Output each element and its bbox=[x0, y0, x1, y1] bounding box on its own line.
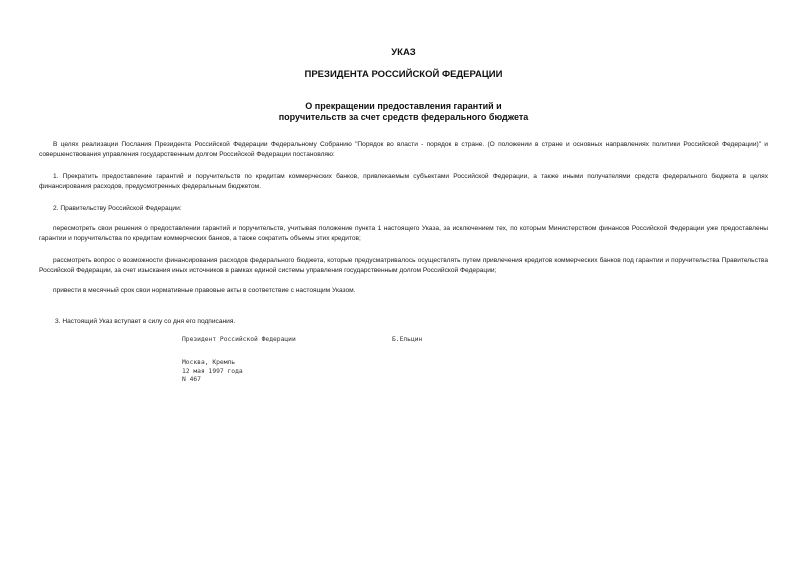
clause-2-heading: 2. Правительству Российской Федерации: bbox=[53, 205, 182, 212]
signatory-title: Президент Российской Федерации bbox=[182, 336, 296, 343]
clause-2-item-bring: привести в месячный срок свои нормативные правовые акты в соответствие с настоящим Указом. bbox=[53, 287, 356, 294]
document-number: N 467 bbox=[182, 376, 201, 384]
subject-line-2: поручительств за счет средств федерального бюджета bbox=[278, 112, 529, 122]
signing-date: 12 мая 1997 года bbox=[182, 367, 243, 375]
signing-place: Москва, Кремль bbox=[182, 359, 236, 366]
clause-3-paragraph: 3. Настоящий Указ вступает в силу со дня его подписания. bbox=[55, 318, 236, 325]
clause-2-item-review: пересмотреть свои решения о предоставлении гарантий и поручительств, учитывая положение пункта 1 настоящего Указа, за исключением тех, по которым Министерством финансов Российской Федерации уже предоставлены гарантии и поручительства по кредитам коммерческих банков, а также сократить объемы этих кредитов; bbox=[39, 225, 768, 243]
clause-2-item-consider: рассмотреть вопрос о возможности финансирования расходов федерального бюджета, которые предусматривалось осуществлять путем привлечения кредитов коммерческих банков под гарантии и поручительства Правительства Российской Федерации, за счет изыскания иных источников в рамках единой системы управления государственным долгом Российской Федерации; bbox=[39, 257, 768, 275]
document-subject bbox=[0, 101, 807, 123]
subject-line-1: О прекращении предоставления гарантий и bbox=[305, 101, 502, 111]
clause-1-paragraph: 1. Прекратить предоставление гарантий и поручительств по кредитам коммерческих банков, привлекаемым субъектами Российской Федерации, а также иными получателями средств федерального бюджета в целях финансирования расходов, предусмотренных федеральным бюджетом. bbox=[39, 173, 768, 191]
preamble-paragraph: В целях реализации Послания Президента Российской Федерации Федеральному Собранию "Порядок во власти - порядок в стране. (О положении в стране и основных направлениях политики Российской Федерации)" и совершенствования управления государственным долгом Российской Федерации постановляю: bbox=[39, 141, 768, 159]
document-title: УКАЗ bbox=[391, 47, 416, 58]
signatory-name: Б.Ельцин bbox=[392, 336, 423, 343]
document-issuer: ПРЕЗИДЕНТА РОССИЙСКОЙ ФЕДЕРАЦИИ bbox=[304, 69, 503, 80]
